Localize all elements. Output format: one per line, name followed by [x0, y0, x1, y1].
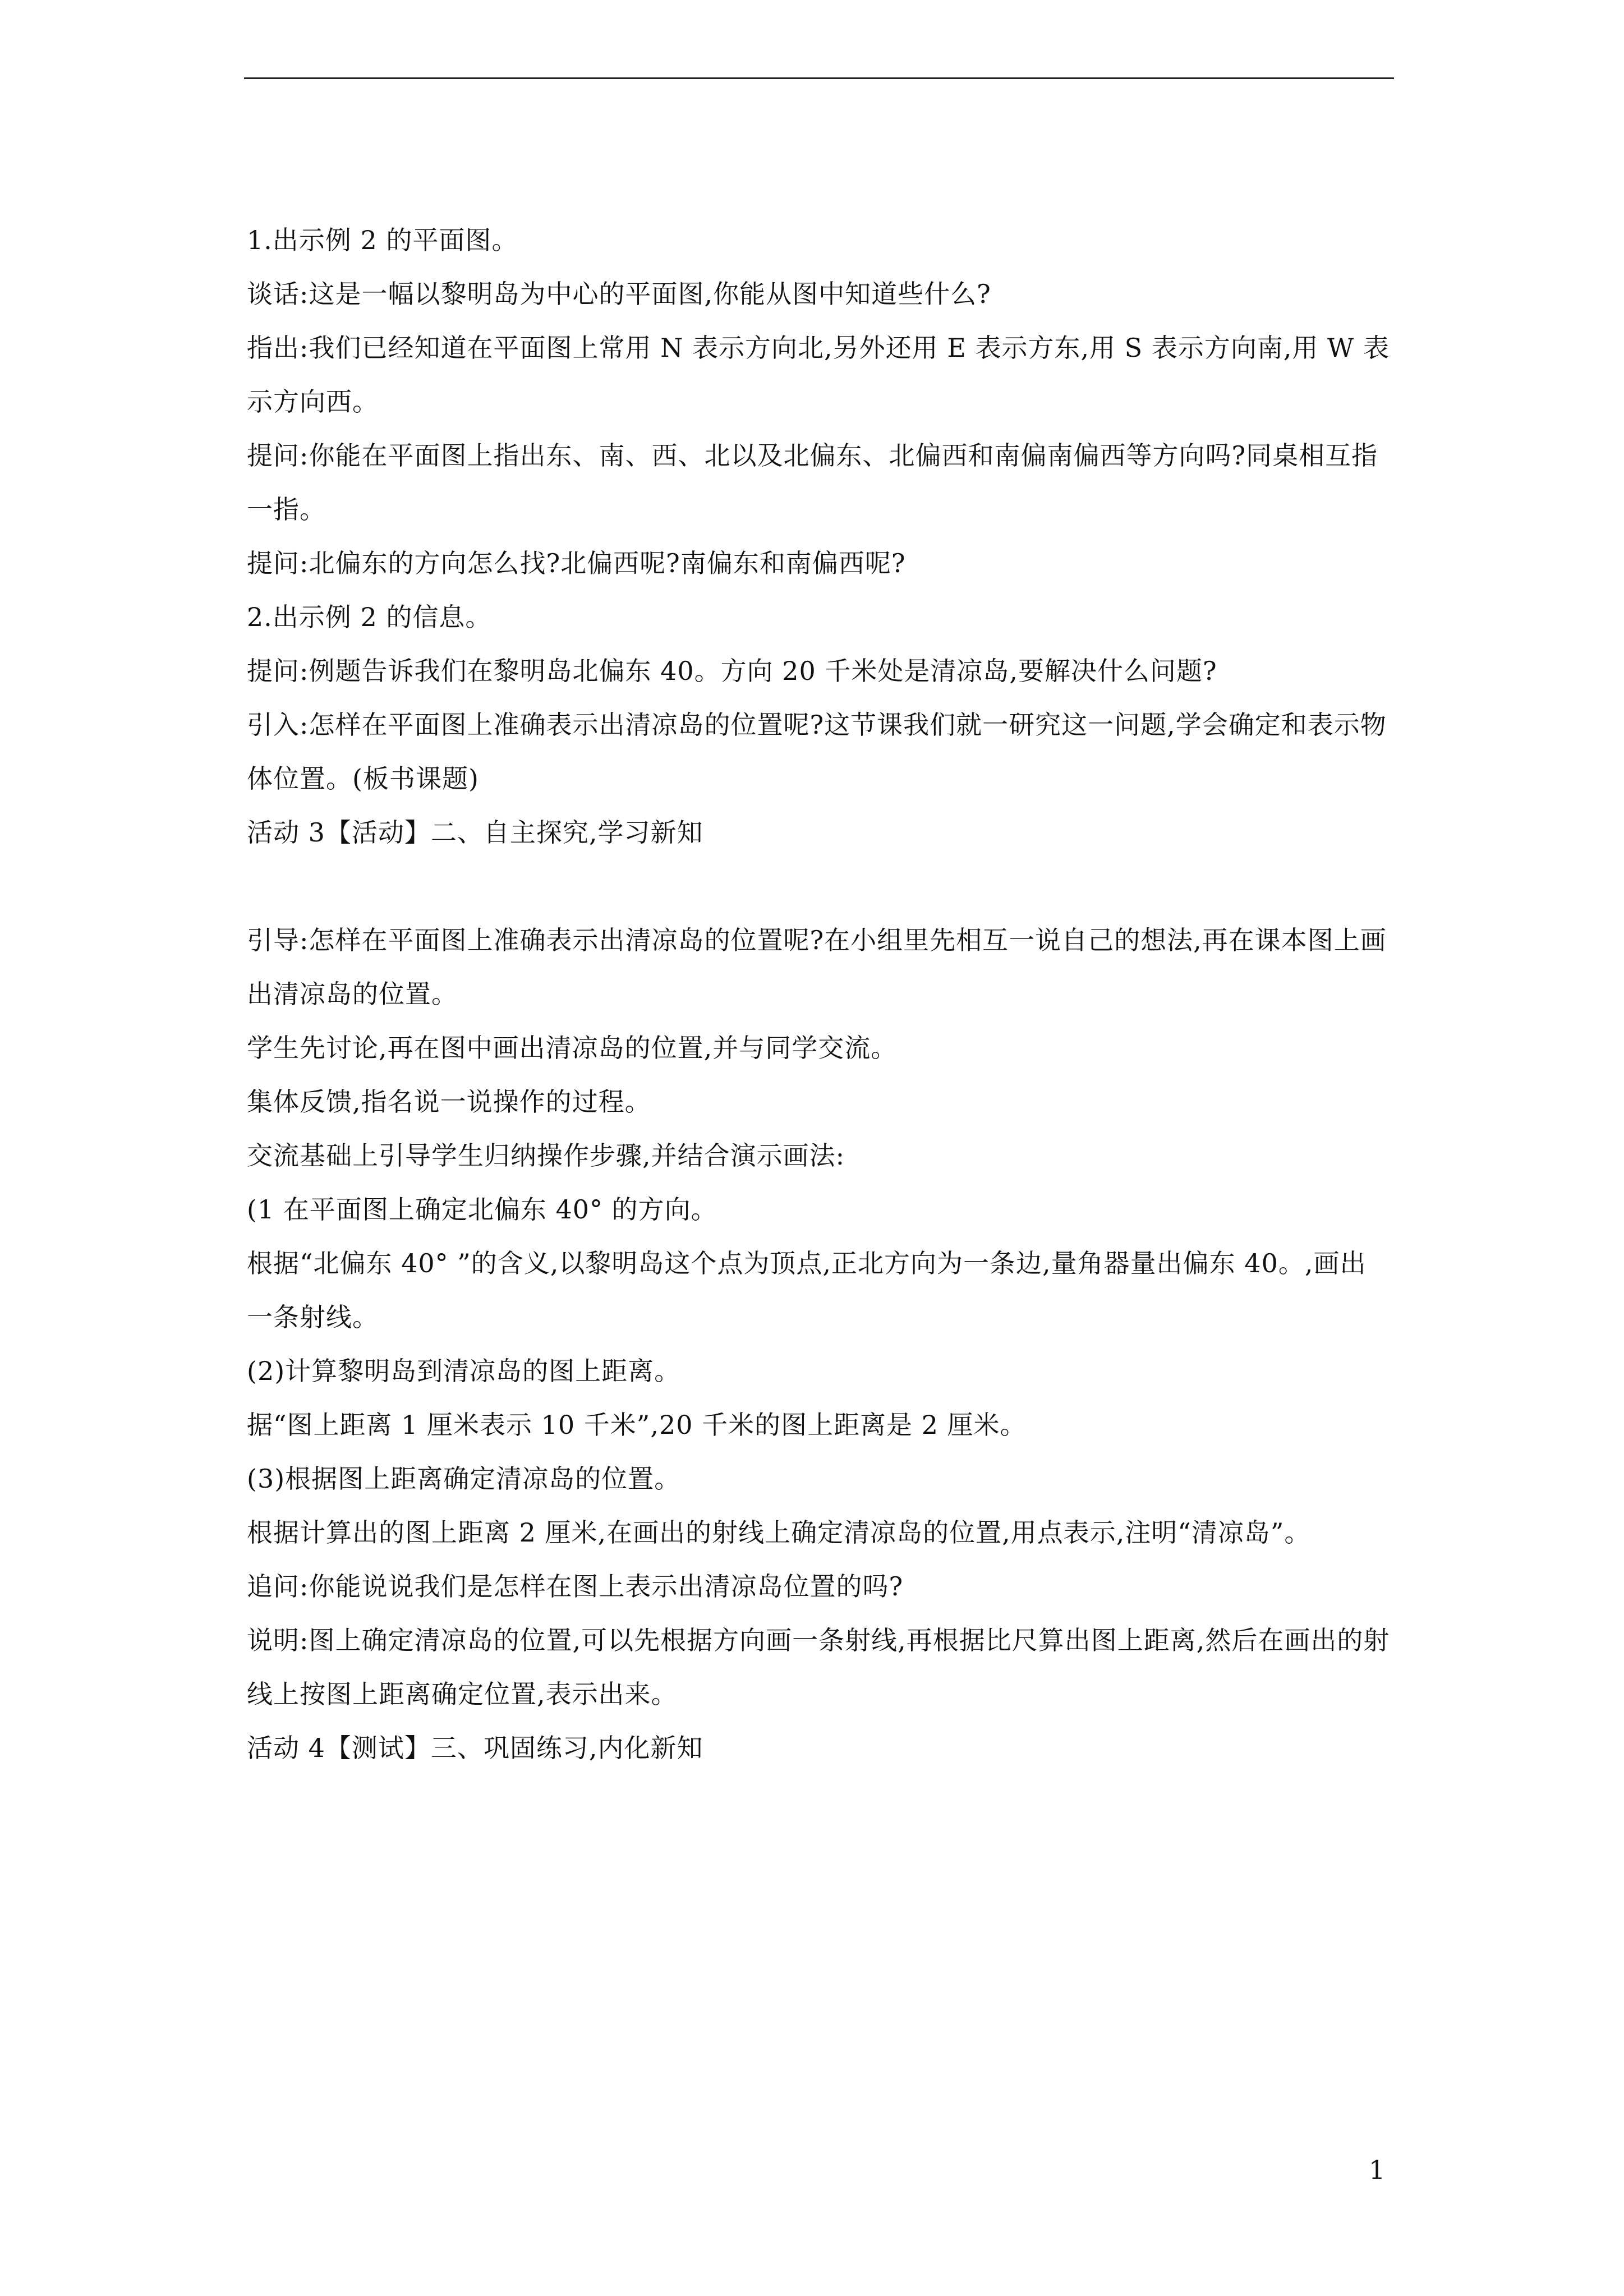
- section-heading: 活动 3【活动】二、自主探究,学习新知: [247, 817, 703, 848]
- paragraph: 学生先讨论,再在图中画出清凉岛的位置,并与同学交流。: [247, 1033, 898, 1063]
- paragraph: 1.出示例 2 的平面图。: [247, 225, 518, 255]
- paragraph: 谈话:这是一幅以黎明岛为中心的平面图,你能从图中知道些什么?: [247, 279, 991, 309]
- paragraph: (3)根据图上距离确定清凉岛的位置。: [247, 1464, 681, 1494]
- paragraph: 追问:你能说说我们是怎样在图上表示出清凉岛位置的吗?: [247, 1571, 904, 1602]
- paragraph: (2)计算黎明岛到清凉岛的图上距离。: [247, 1356, 681, 1386]
- paragraph: (1 在平面图上确定北偏东 40° 的方向。: [247, 1194, 717, 1225]
- paragraph: 交流基础上引导学生归纳操作步骤,并结合演示画法:: [247, 1140, 845, 1171]
- paragraph: 2.出示例 2 的信息。: [247, 602, 492, 632]
- section-heading: 活动 4【测试】三、巩固练习,内化新知: [247, 1733, 703, 1763]
- paragraph: 根据计算出的图上距离 2 厘米,在画出的射线上确定清凉岛的位置,用点表示,注明“清凉岛”。: [247, 1517, 1311, 1548]
- document-body: [247, 213, 1391, 1775]
- paragraph: 据“图上距离 1 厘米表示 10 千米”,20 千米的图上距离是 2 厘米。: [247, 1410, 1027, 1440]
- paragraph: 根据“北偏东 40° ”的含义,以黎明岛这个点为顶点,正北方向为一条边,量角器量出偏东 40。,画出一条射线。: [247, 1248, 1367, 1332]
- paragraph: 集体反馈,指名说一说操作的过程。: [247, 1087, 651, 1117]
- paragraph: 提问:例题告诉我们在黎明岛北偏东 40。方向 20 千米处是清凉岛,要解决什么问题?: [247, 656, 1217, 686]
- section-gap: [247, 859, 1391, 913]
- paragraph: 提问:你能在平面图上指出东、南、西、北以及北偏东、北偏西和南偏南偏西等方向吗?同桌相互指一指。: [247, 440, 1378, 524]
- paragraph: 提问:北偏东的方向怎么找?北偏西呢?南偏东和南偏西呢?: [247, 548, 906, 578]
- paragraph: 引导:怎样在平面图上准确表示出清凉岛的位置呢?在小组里先相互一说自己的想法,再在课本图上画出清凉岛的位置。: [247, 925, 1387, 1009]
- paragraph: 说明:图上确定清凉岛的位置,可以先根据方向画一条射线,再根据比尺算出图上距离,然后在画出的射线上按图上距离确定位置,表示出来。: [247, 1625, 1390, 1709]
- paragraph: 引入:怎样在平面图上准确表示出清凉岛的位置呢?这节课我们就一研究这一问题,学会确定和表示物体位置。(板书课题): [247, 710, 1387, 794]
- header-rule: [244, 77, 1394, 79]
- paragraph: 指出:我们已经知道在平面图上常用 N 表示方向北,另外还用 E 表示方东,用 S 表示方向南,用 W 表示方向西。: [247, 333, 1390, 417]
- page-number: 1: [1369, 2155, 1386, 2185]
